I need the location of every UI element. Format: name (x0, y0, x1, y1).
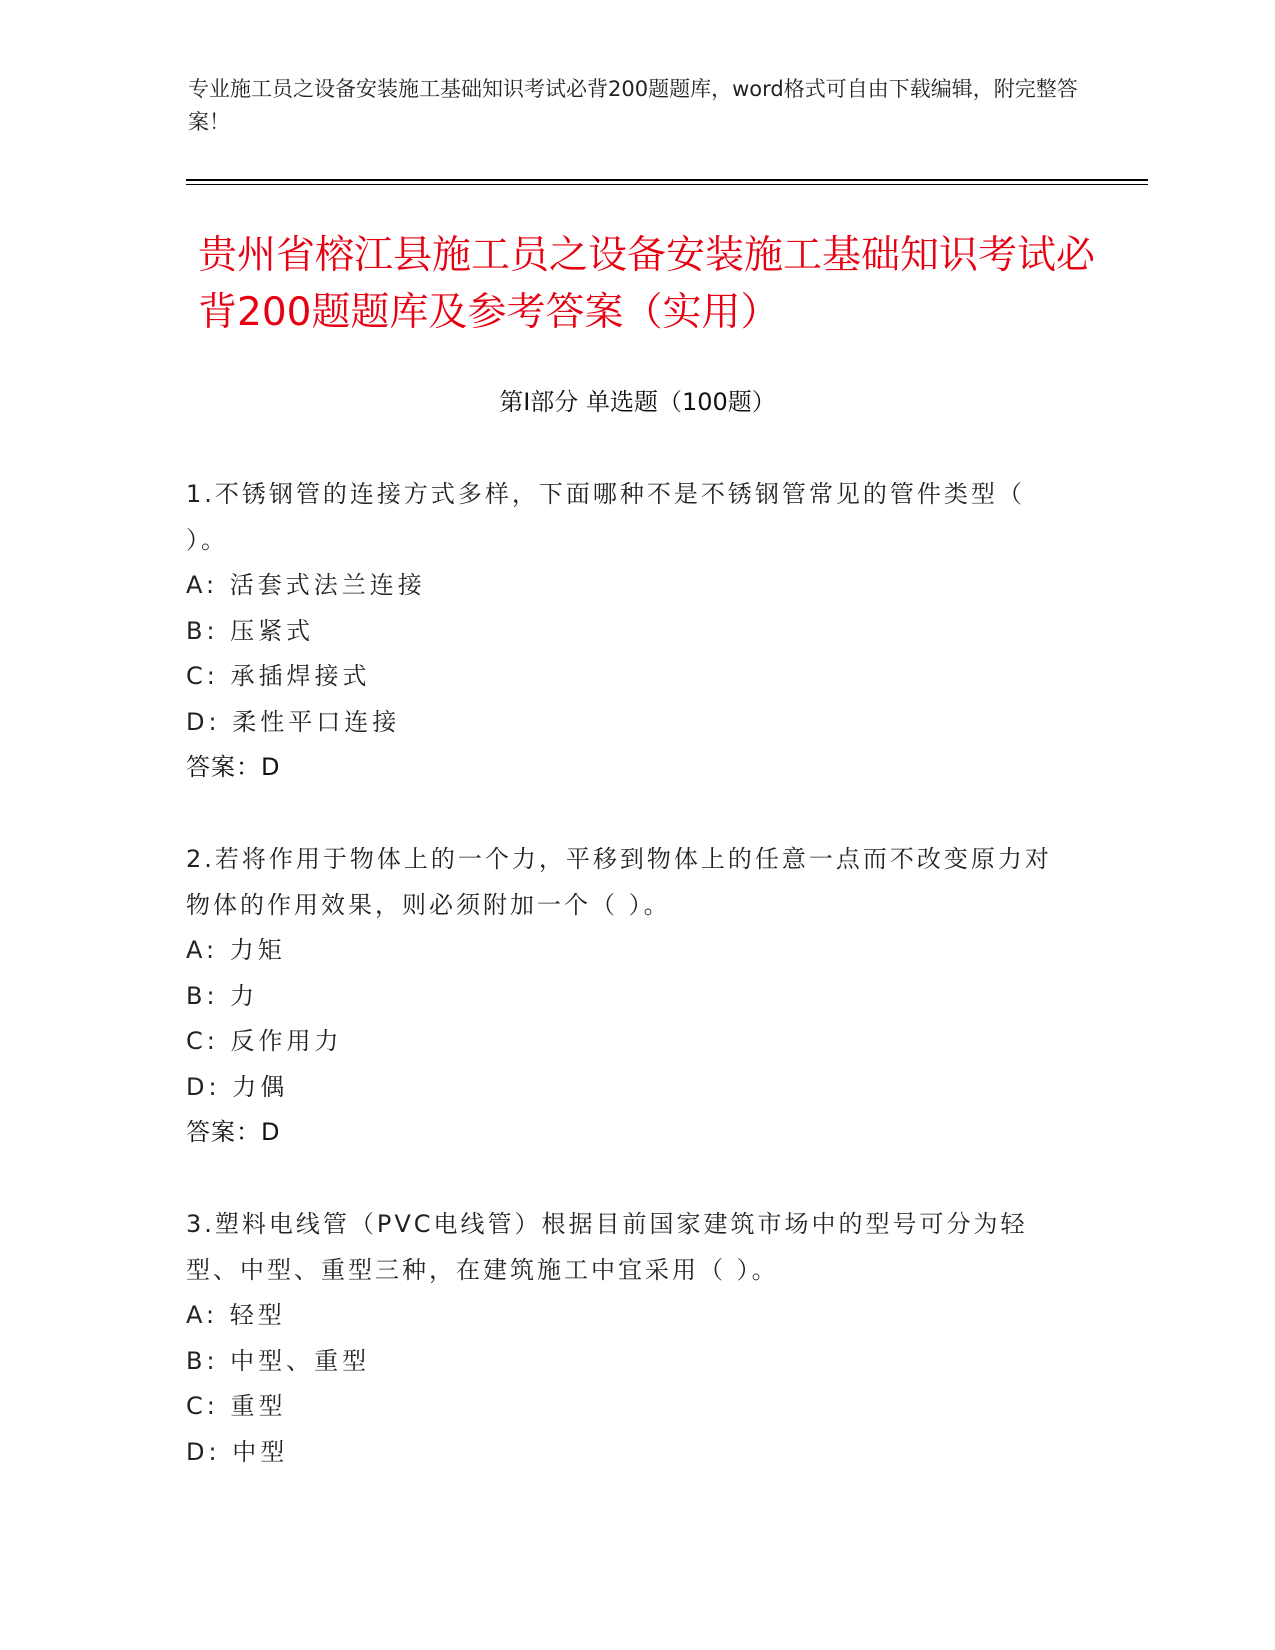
header-rule-thin (186, 184, 1148, 185)
document-title: 贵州省榕江县施工员之设备安装施工基础知识考试必背200题题库及参考答案（实用） (198, 233, 1096, 335)
question-3 (186, 1202, 1076, 1475)
option-b: B: 压紧式 (186, 616, 315, 645)
option-c: C: 承插焊接式 (186, 662, 371, 690)
section-heading: 第Ⅰ部分 单选题（100题） (499, 388, 776, 416)
answer: 答案：D (186, 753, 281, 781)
option-d: D: 力偶 (186, 1072, 289, 1101)
header-note: 专业施工员之设备安装施工基础知识考试必背200题题库，word格式可自由下载编辑，附完整答案！ (188, 77, 1078, 134)
question-stem: 2.若将作用于物体上的一个力，平移到物体上的任意一点而不改变原力对物体的作用效果，则必须附加一个（ ）。 (186, 845, 1052, 919)
question-1 (186, 472, 1076, 791)
option-d: D: 柔性平口连接 (186, 707, 401, 736)
option-b: B: 力 (186, 981, 259, 1010)
question-stem: 1.不锈钢管的连接方式多样，下面哪种不是不锈钢管常见的管件类型（ ）。 (186, 480, 1025, 554)
option-a: A: 活套式法兰连接 (186, 571, 426, 599)
header-rule-thick (186, 179, 1148, 181)
option-a: A: 轻型 (186, 1301, 286, 1329)
option-c: C: 重型 (186, 1392, 287, 1420)
option-c: C: 反作用力 (186, 1027, 343, 1055)
answer: 答案：D (186, 1118, 281, 1146)
option-b: B: 中型、重型 (186, 1346, 371, 1375)
option-a: A: 力矩 (186, 936, 286, 964)
question-2 (186, 837, 1076, 1156)
question-stem: 3.塑料电线管（PVC电线管）根据目前国家建筑市场中的型号可分为轻型、中型、重型三种，在建筑施工中宜采用（ ）。 (186, 1210, 1028, 1284)
option-d: D: 中型 (186, 1437, 289, 1466)
